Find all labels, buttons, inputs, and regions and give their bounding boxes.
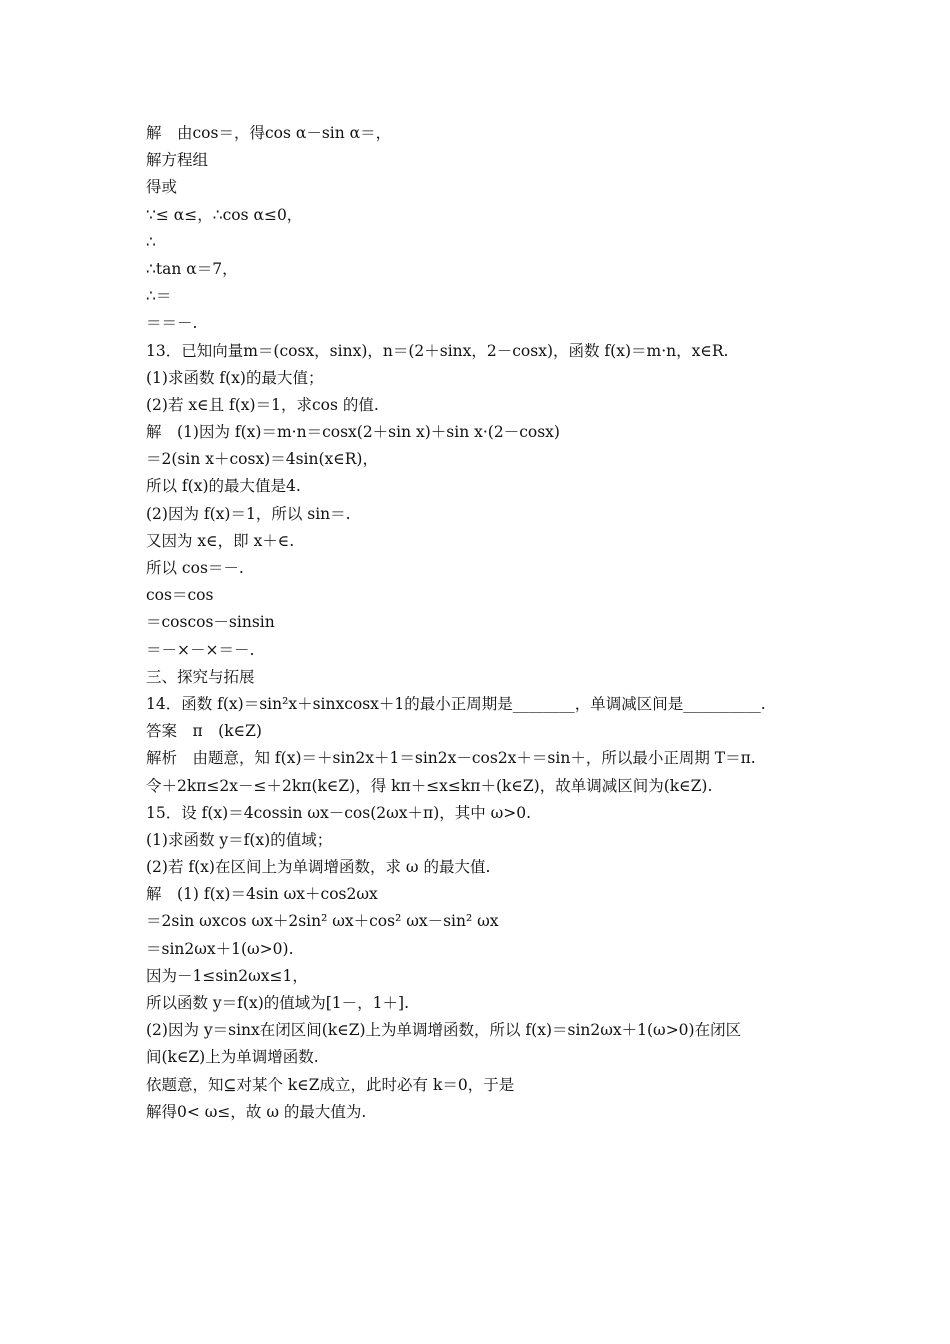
text-line: 解 (1) f(x)＝4sin ωx＋cos2ωx xyxy=(146,885,378,904)
text-line: ＝sin2ωx＋1(ω>0). xyxy=(146,939,294,958)
text-line: 因为－1≤sin2ωx≤1， xyxy=(146,966,308,985)
text-line: 所以 f(x)的最大值是4. xyxy=(146,477,301,496)
text-line: 间(k∈Z)上为单调增函数. xyxy=(146,1048,319,1067)
text-line: 解析 由题意，知 f(x)＝＋sin2x＋1＝sin2x－cos2x＋＝sin＋，所以最小正周期 T＝π. xyxy=(146,749,756,768)
text-line: 解 (1)因为 f(x)＝m·n＝cosx(2＋sin x)＋sin x·(2－cosx) xyxy=(146,423,560,442)
document-body xyxy=(146,120,826,1126)
text-line: ∴tan α＝7， xyxy=(146,259,238,278)
text-line: ＝－×－×＝－. xyxy=(146,640,255,659)
text-line: 解方程组 xyxy=(146,151,209,170)
text-line: (2)因为 y＝sinx在闭区间(k∈Z)上为单调增函数，所以 f(x)＝sin2ωx＋1(ω>0)在闭区 xyxy=(146,1021,742,1040)
text-line: 依题意，知⊆对某个 k∈Z成立，此时必有 k＝0，于是 xyxy=(146,1075,515,1094)
problem-14-statement: 14．函数 f(x)＝sin²x＋sinxcosx＋1的最小正周期是________，单调减区间是__________. xyxy=(146,694,766,713)
text-line: ＝2sin ωxcos ωx＋2sin² ωx＋cos² ωx－sin² ωx xyxy=(146,912,499,931)
text-line: 所以 cos＝－. xyxy=(146,559,244,577)
text-line: 解 由cos＝，得cos α－sin α＝， xyxy=(146,124,392,142)
text-line: 所以函数 y＝f(x)的值域为[1－，1＋]. xyxy=(146,994,410,1012)
problem-15-statement: 15．设 f(x)＝4cossin ωx－cos(2ωx＋π)，其中 ω>0. xyxy=(146,803,532,822)
problem-13-statement: 13．已知向量m＝(cosx，sinx)，n＝(2＋sinx，2－cosx)，函数 f(x)＝m·n，x∈R. xyxy=(146,341,729,360)
text-line: ∴＝ xyxy=(146,287,172,306)
text-line: 答案 π (k∈Z) xyxy=(146,722,262,741)
text-line: ∵≤ α≤，∴cos α≤0， xyxy=(146,205,303,224)
text-line: 得或 xyxy=(146,178,178,197)
text-line: (1)求函数 f(x)的最大值； xyxy=(146,368,324,387)
text-line: (1)求函数 y＝f(x)的值域； xyxy=(146,830,333,849)
section-heading: 三、探究与拓展 xyxy=(146,667,255,686)
text-line: ＝＝－. xyxy=(146,314,198,333)
text-line: ∴ xyxy=(146,232,156,251)
text-line: cos＝cos xyxy=(146,586,214,605)
text-line: (2)因为 f(x)＝1，所以 sin＝. xyxy=(146,504,351,523)
text-line: ＝2(sin x＋cosx)＝4sin(x∈R)， xyxy=(146,450,378,469)
text-line: ＝coscos－sinsin xyxy=(146,613,275,632)
text-line: (2)若 f(x)在区间上为单调增函数，求 ω 的最大值. xyxy=(146,858,491,877)
text-line: (2)若 x∈且 f(x)＝1，求cos 的值. xyxy=(146,395,379,414)
text-line: 令＋2kπ≤2x－≤＋2kπ(k∈Z)，得 kπ＋≤x≤kπ＋(k∈Z)，故单调减区间为(k∈Z). xyxy=(146,776,713,795)
text-line: 又因为 x∈，即 x＋∈. xyxy=(146,531,295,550)
text-line: 解得0< ω≤，故 ω 的最大值为. xyxy=(146,1102,367,1121)
